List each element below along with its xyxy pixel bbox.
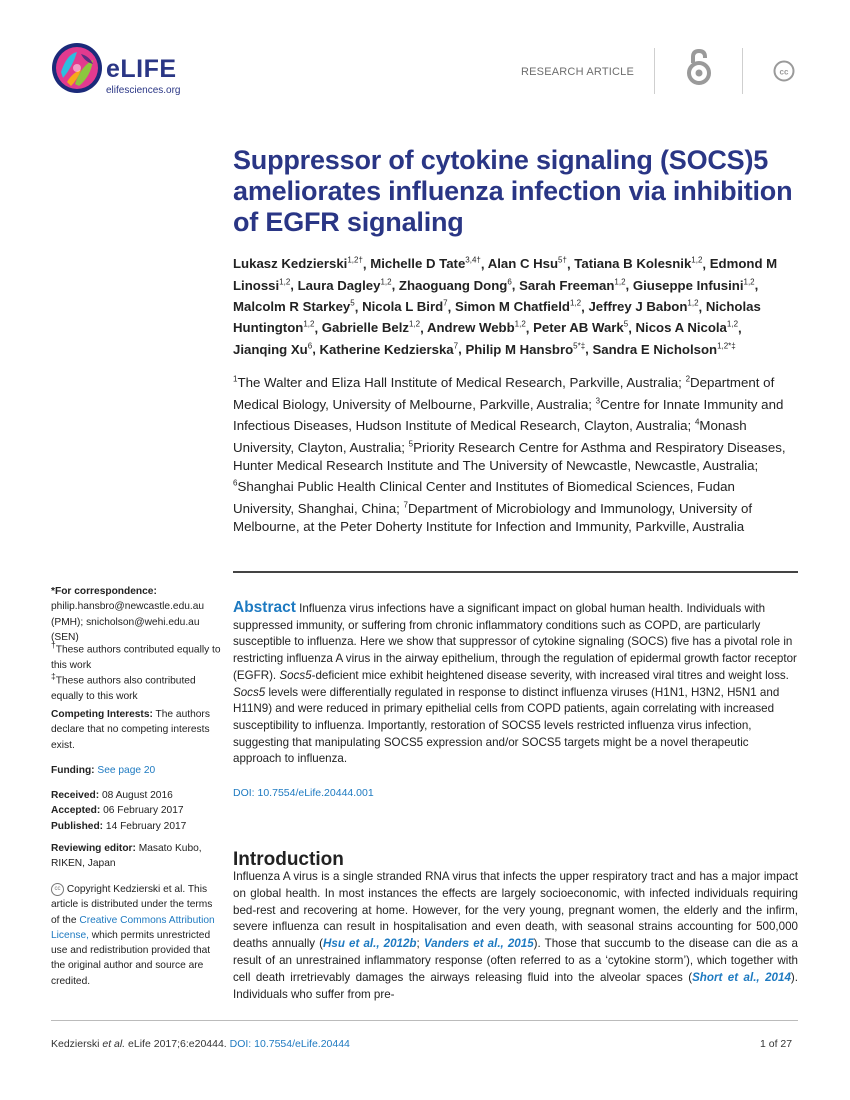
also-contribution-note: ‡These authors also contributed equally to this work <box>51 671 196 702</box>
license-link[interactable]: Creative Commons Attribution License, <box>51 914 215 941</box>
funding: Funding: See page 20 <box>51 765 156 776</box>
logo-title: eLIFE <box>106 55 177 83</box>
affiliation: $^1$The Walter and Eliza Hall Institute of Medical Research, Parkville, Australia; <box>233 375 682 391</box>
correspondence-note: *For correspondence: philip.hansbro@newcastle.edu.au (PMH); snicholson@wehi.edu.au (SEN) <box>51 586 205 643</box>
author-name: Nicos A Nicola$^{1,2}$ <box>635 319 739 336</box>
author-name: Malcolm R Starkey$^5$ <box>233 298 355 314</box>
creative-commons-icon <box>773 60 795 82</box>
abstract-doi-link[interactable]: DOI: 10.7554/eLife.20444.001 <box>233 787 374 799</box>
footer-citation: Kedzierski et al. eLife 2017;6:e20444. DOI: 10.7554/eLife.20444 <box>51 1038 350 1050</box>
footer-doi-link[interactable]: DOI: 10.7554/eLife.20444 <box>229 1038 350 1050</box>
introduction-text: Influenza A virus is a single stranded RNA virus that infects the upper respiratory tract and has a major impact on global health. In most instances the effects are largely socioeconomic, with infected individuals requiring bed-rest and recovering at home. However, for the very young, pregnant women, the elderly and the infirm, severe influenza can result in hospitalisation and even death, with seasonal strains accounting for 500,000 deaths annually (Hsu et al., 2012b; Vanders et al., 2015). Those that succumb to the disease can die as a result of an unrestrained inflammatory response (often referred to as a ‘cytokine storm’), which together with cell death irretrievably damages the airways releasing fluid into the alveolar spaces (Short et al., 2014). Individuals who suffer from pre- <box>233 870 798 1001</box>
author-name: Jianqing Xu$^6$ <box>233 341 313 357</box>
author-name: Nicholas Huntington$^{1,2}$ <box>233 298 761 336</box>
affiliation: $^7$Department of Microbiology and Immunology, University of Melbourne, at the Peter Doherty Institute for Infection and Immunity, Parkville, Australia <box>233 500 753 534</box>
article-type: RESEARCH ARTICLE <box>521 66 635 78</box>
author-name: Nicola L Bird$^7$ <box>362 298 448 314</box>
header-divider <box>742 48 743 94</box>
citation-link[interactable]: Vanders et al., 2015 <box>423 937 534 951</box>
footer-divider <box>51 1020 798 1021</box>
author-name: Michelle D Tate$^{3,4\dagger}$ <box>370 256 481 272</box>
abstract: Abstract Influenza virus infections have a significant impact on global human health. Individuals with suppressed immunity, or suffering from chronic inflammatory conditions such as COPD, are particularly susceptible to influenza. Here we show that suppressor of cytokine signaling (SOCS) five has a pivotal role in restricting influenza A virus in the airway epithelium, through the regulation of epidermal growth factor receptor (EGFR). Socs5-deficient mice exhibit heightened disease severity, with increased viral titres and weight loss. Socs5 levels were differentially regulated in response to distinct influenza viruses (H1N1, H3N2, H5N1 and H11N9) and were reduced in primary epithelial cells from COPD patients, again correlating with increased susceptibility to influenza. Importantly, restoration of SOCS5 levels restricted influenza virus infection, suggesting that manipulating SOCS5 expression and/or SOCS5 targets might be a novel therapeutic approach to influenza. <box>233 599 797 766</box>
article-title: Suppressor of cytokine signaling (SOCS)5 ameliorates influenza infection via inhibition of EGFR signaling <box>233 145 793 237</box>
author-name: Jeffrey J Babon$^{1,2}$ <box>588 298 699 314</box>
affiliation: $^2$Department of Medical Biology, University of Melbourne, Parkville, Australia; <box>233 375 775 412</box>
author-name: Alan C Hsu$^{5\dagger}$ <box>487 256 567 272</box>
header-divider <box>654 48 655 94</box>
funding-link[interactable]: See page 20 <box>97 765 156 776</box>
author-name: Peter AB Wark$^5$ <box>533 319 629 336</box>
author-name: Tatiana B Kolesnik$^{1,2}$ <box>574 256 703 272</box>
author-name: Simon M Chatfield$^{1,2}$ <box>454 298 582 314</box>
author-name: Katherine Kedzierska$^7$ <box>319 341 459 357</box>
affiliation: $^6$Shanghai Public Health Clinical Center and Institutes of Biomedical Sciences, Fudan University, Shanghai, China; <box>233 478 735 516</box>
author-name: Sarah Freeman$^{1,2}$ <box>519 277 626 293</box>
affiliations <box>233 371 798 536</box>
author-name: Gabrielle Belz$^{1,2}$ <box>321 319 421 336</box>
competing-interests: Competing Interests: The authors declare that no competing interests exist. <box>51 709 210 751</box>
reviewing-editor: Reviewing editor: Masato Kubo, RIKEN, Japan <box>51 843 202 870</box>
equal-contribution-note: †These authors contributed equally to this work <box>51 640 221 671</box>
copyright-cc-icon: cc <box>51 883 64 896</box>
author-list: Lukasz Kedzierski$^{1,2\dagger}$, Michelle D Tate$^{3,4\dagger}$, Alan C Hsu$^{5\dagger}$, Tatiana B Kolesnik$^{1,2}$, Edmond M Linossi$^{1,2}$, Laura Dagley$^{1,2}$, Zhaoguang Dong$^6$, Sarah Freeman$^{1,2}$, Giuseppe Infusini$^{1,2}$, Malcolm R Starkey$^5$, Nicola L Bird$^7$, Simon M Chatfield$^{1,2}$, Jeffrey J Babon$^{1,2}$, Nicholas Huntington$^{1,2}$, Gabrielle Belz$^{1,2}$, Andrew Webb$^{1,2}$, Peter AB Wark$^5$, Nicos A Nicola$^{1,2}$, Jianqing Xu$^6$, Katherine Kedzierska$^7$, Philip M Hansbro$^{5*\ddagger}$, Sandra E Nicholson$^{1,2*\ddagger}$ <box>233 256 778 357</box>
page-number: 1 of 27 <box>760 1038 793 1050</box>
section-divider <box>233 571 798 573</box>
author-name: Lukasz Kedzierski$^{1,2\dagger}$ <box>233 256 363 272</box>
logo-url[interactable]: elifesciences.org <box>106 85 181 96</box>
author-name: Sandra E Nicholson$^{1,2*\ddagger}$ <box>592 341 736 357</box>
elife-logo-icon <box>51 42 103 94</box>
open-access-lock-icon <box>686 48 712 86</box>
author-name: Andrew Webb$^{1,2}$ <box>426 319 526 336</box>
author-name: Philip M Hansbro$^{5*\ddagger}$ <box>465 341 586 357</box>
author-name: Laura Dagley$^{1,2}$ <box>297 277 392 293</box>
abstract-heading: Abstract <box>233 599 296 616</box>
citation-link[interactable]: Hsu et al., 2012b <box>323 937 417 951</box>
affiliation: $^5$Priority Research Centre for Asthma and Respiratory Diseases, Hunter Medical Research Institute and The University of Newcastle, Newcastle, Australia; <box>233 439 786 473</box>
affiliation: $^4$Monash University, Clayton, Australia; <box>233 417 747 455</box>
author-name: Giuseppe Infusini$^{1,2}$ <box>632 277 755 293</box>
author-name: Zhaoguang Dong$^6$ <box>398 277 512 293</box>
affiliation: $^3$Centre for Innate Immunity and Infectious Diseases, Hudson Institute of Medical Research, Clayton, Australia; <box>233 396 784 434</box>
introduction-heading: Introduction <box>233 849 344 870</box>
dates: Received: 08 August 2016 Accepted: 06 February 2017 Published: 14 February 2017 <box>51 790 187 832</box>
citation-link[interactable]: Short et al., 2014 <box>692 970 791 984</box>
author-name: Edmond M Linossi$^{1,2}$ <box>233 256 778 293</box>
svg-text:cc: cc <box>779 67 789 77</box>
copyright-note: cc Copyright Kedzierski et al. This article is distributed under the terms of the Creative Commons Attribution License, which permits unrestricted use and redistribution provided that the original author and source are credited. <box>51 884 215 987</box>
